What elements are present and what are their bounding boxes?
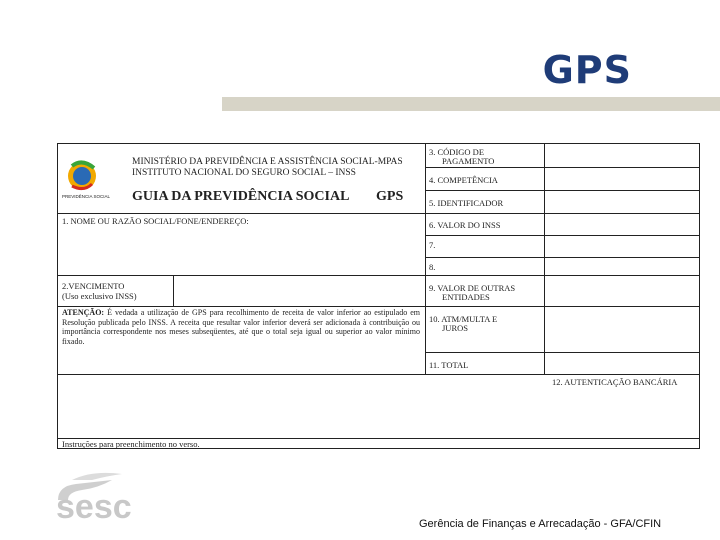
vencimento-divider	[173, 275, 174, 306]
field-2-note: (Uso exclusivo INSS)	[62, 291, 137, 301]
warning-text	[62, 308, 420, 346]
rule-10	[425, 352, 700, 353]
instructions-note: Instruções para preenchimento no verso.	[62, 439, 200, 449]
field-10-label-2: JUROS	[442, 323, 468, 333]
logo-caption: PREVIDÊNCIA SOCIAL	[62, 194, 111, 199]
ministry-header: MINISTÉRIO DA PREVIDÊNCIA E ASSISTÊNCIA SOCIAL-MPAS	[132, 157, 403, 167]
field-3-label: 3. CÓDIGO DE	[429, 147, 485, 157]
field-2-label: 2.VENCIMENTO	[62, 281, 125, 291]
field-9-label-2: ENTIDADES	[442, 292, 490, 302]
rule-9	[58, 306, 700, 307]
field-4-label: 4. COMPETÊNCIA	[429, 175, 498, 185]
field-11-label: 11. TOTAL	[429, 360, 469, 370]
field-9-label: 9. VALOR DE OUTRAS	[429, 283, 516, 293]
rule-6	[425, 235, 700, 236]
rule-3	[425, 167, 700, 168]
rule-7	[425, 257, 700, 258]
slide-title: GPS	[542, 48, 632, 92]
previdencia-logo-icon	[62, 154, 120, 200]
header-rule	[58, 213, 425, 214]
accent-bar	[222, 97, 720, 111]
field-10-label: 10. ATM/MULTA E	[429, 314, 498, 324]
field-8-label: 8.	[429, 262, 436, 272]
footer-text: Gerência de Finanças e Arrecadação - GFA/CFIN	[419, 518, 662, 530]
svg-text:sesc: sesc	[56, 488, 132, 526]
column-divider	[425, 144, 426, 374]
gps-form	[57, 143, 700, 449]
rule-8	[58, 275, 700, 276]
value-divider	[544, 144, 545, 374]
guide-abbr: GPS	[376, 189, 404, 204]
field-7-label: 7.	[429, 240, 436, 250]
institute-header: INSTITUTO NACIONAL DO SEGURO SOCIAL – INSS	[132, 168, 356, 178]
field-6-label: 6. VALOR DO INSS	[429, 220, 501, 230]
rule-4	[425, 190, 700, 191]
sesc-logo-icon	[52, 468, 172, 528]
field-5-label: 5. IDENTIFICADOR	[429, 198, 504, 208]
warning-label: ATENÇÃO:	[62, 308, 105, 317]
field-3-label-2: PAGAMENTO	[442, 156, 495, 166]
guide-title: GUIA DA PREVIDÊNCIA SOCIAL	[132, 189, 350, 204]
rule-11	[58, 374, 700, 375]
rule-5	[425, 213, 700, 214]
warning-body: É vedada a utilização de GPS para recolhimento de receita de valor inferior ao estipulado em Resolução publicada pelo INSS. A receita que resultar valor inferior deverá ser adicionada à contribuição ou importância correspondente nos meses subseqüentes, até que o total seja igual ou superior ao valor mínimo fixado.	[62, 308, 420, 346]
field-12-label: 12. AUTENTICAÇÃO BANCÁRIA	[552, 377, 678, 387]
field-1-label: 1. NOME OU RAZÃO SOCIAL/FONE/ENDEREÇO:	[62, 216, 249, 226]
